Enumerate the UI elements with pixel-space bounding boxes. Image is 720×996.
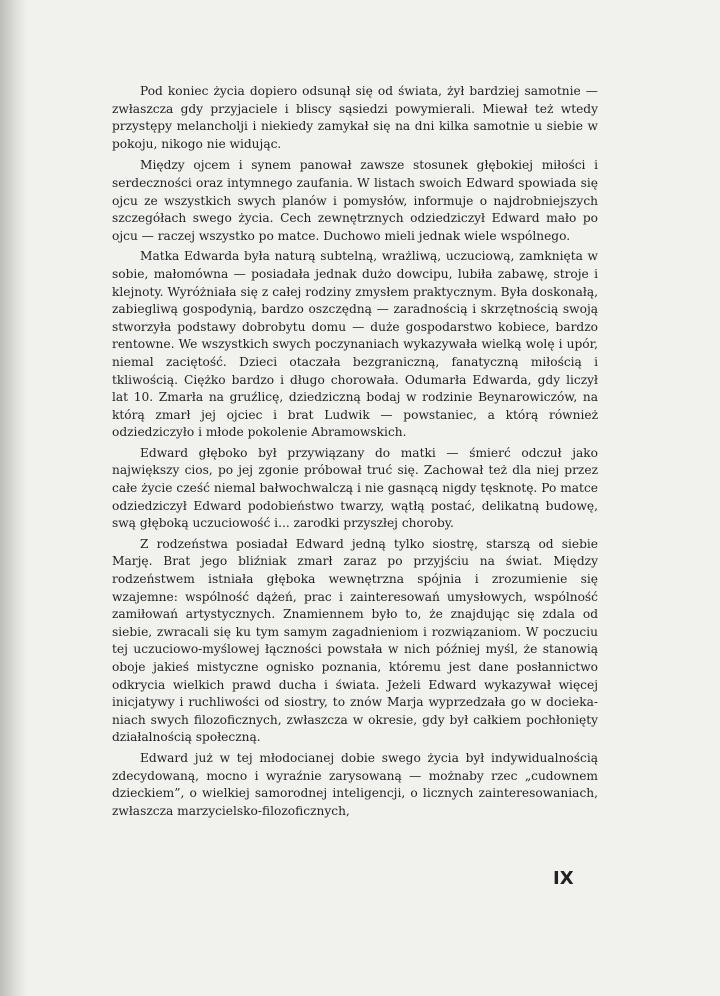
paragraph-2: Między ojcem i synem panował zawsze stosunek głębokiej miłości i serdeczności oraz intymnego zaufania. W listach swoich Edward spowiada się ojcu ze wszystkich swych planów i pomysłów, informuje o najdrobniejszych szczegółach swego życia. Cech zewnętrznych odziedziczył Edward mało po ojcu — raczej wszystko po matce. Duchowo mieli jednak wiele wspólnego. [112,158,598,243]
page-number: IX [553,868,574,889]
body-text [112,83,598,823]
paragraph-1: Pod koniec życia dopiero odsunął się od świata, żył bardziej samotnie — zwłaszcza gdy przyjaciele i bliscy sąsiedzi powymierali. Miewał też wtedy przystępy melancholji i niekiedy zamykał się na dni kilka samotnie u siebie w pokoju, nikogo nie widując. [112,84,598,151]
binding-shadow [0,0,28,996]
paragraph-3: Matka Edwarda była naturą subtelną, wrażliwą, uczuciową, zamknięta w sobie, małomówna — posiadała jednak dużo dowcipu, lubiła zabawę, stroje i klejnoty. Wyróżniała się z całej rodziny zmysłem praktycznym. Była doskonałą, zabiegliwą gospodynią, bardzo oszczędną — zaradnością i skrzętnością swoją stworzyła podstawy dobrobytu domu — duże gospodarstwo kobiece, bardzo rentowne. We wszystkich swych poczynaniach wykazywała wielką wolę i upór, niemal zaciętość. Dzieci otaczała bezgraniczną, fanatyczną miłością i tkliwością. Ciężko bardzo i długo chorowała. Odumarła Edwarda, gdy liczył lat 10. Zmarła na gruźlicę, dziedziczną bodaj w rodzinie Beynarowiczów, na którą zmarł jej ojciec i brat Ludwik — powstaniec, a którą również odziedziczyło i młode pokolenie Abramowskich. [112,249,598,440]
paragraph-6: Edward już w tej młodocianej dobie swego życia był indywidualnością zdecydowaną, mocno i wyraźnie zarysowaną — możnaby rzec „cudownem dzieckiem”, o wielkiej samorodnej inteligencji, o licznych zainteresowaniach, zwłaszcza marzycielsko-filozoficznych, [112,750,598,818]
paragraph-4: Edward głęboko był przywiązany do matki — śmierć odczuł jako największy cios, po jej zgonie próbował truć się. Zachował też dla niej przez całe życie cześć niemal bałwochwalczą i nie gasnącą nigdy tęsknotę. Po matce odziedziczył Edward podobieństwo twarzy, wątłą postać, delikatną budowę, swą głęboką uczuciowość i... zarodki przyszłej choroby. [112,445,598,531]
paragraph-5: Z rodzeństwa posiadał Edward jedną tylko siostrę, starszą od siebie Marję. Brat jego bliźniak zmarł zaraz po przyjściu na świat. Między rodzeństwem istniała głęboka wewnętrzna spójnia i zrozumienie się wzajemne: wspólność dążeń, prac i zainteresowań umysłowych, wspólność zamiłowań artystycznych. Znamiennem było to, że znajdując się zdala od siebie, zwracali się ku tym samym zagadnieniom i rozwiązaniom. W poczuciu tej uczuciowo-myślowej łączności powstała w nich później myśl, że stanowią oboje jakieś mistyczne ognisko poznania, któremu jest dane posłannictwo odkrycia wielkich prawd ducha i świata. Jeżeli Edward wykazywał więcej inicjatywy i ruchliwości od siostry, to znów Marja wyprzedzała go w dociekaniach swych filozoficznych, zwłaszcza w okresie, gdy był całkiem pochłonięty działalnością społeczną. [112,536,598,745]
